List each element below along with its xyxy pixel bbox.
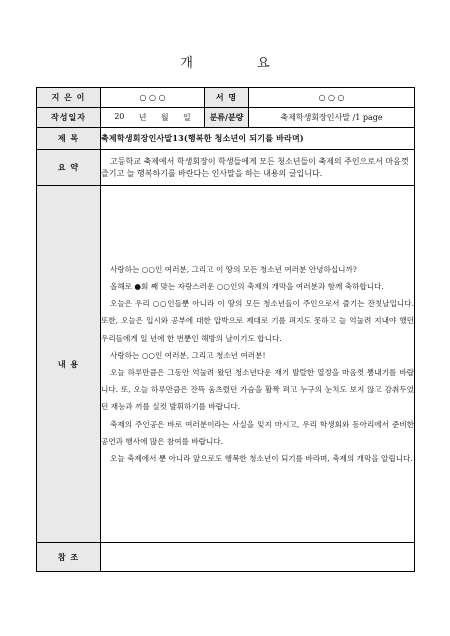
category-label: 분류/분량 [205, 108, 249, 128]
date-year: 20 [114, 112, 125, 121]
summary-label: 요 약 [37, 150, 101, 186]
author-value: ○ ○ ○ [101, 88, 205, 108]
content-paragraph: 오늘 하루만큼은 그동안 억눌려 왔던 청소년다운 재기 발랄한 열정을 마음껏 뽐내기를 바랍니다. 또, 오늘 하루만큼은 잔뜩 움츠렸던 가슴을 활짝 펴고 누구의 눈치도 보지 않고 감춰두었던 재능과 끼를 실컷 발휘하기를 바랍니다. [101, 368, 414, 412]
content-paragraph: 축제의 주인공은 바로 여러분이라는 사실을 잊지 마시고, 우리 학생회와 동아리에서 준비한 공연과 행사에 많은 참여를 바랍니다. [101, 419, 414, 446]
content-body [101, 186, 415, 543]
document-title: 개 요 [180, 56, 300, 71]
content-paragraph: 사랑하는 ○○인 여러분, 그리고 이 땅의 모든 청소년 여러분 안녕하십니까? [110, 264, 357, 274]
content-label: 내 용 [37, 186, 101, 543]
content-paragraph: 사랑하는 ○○인 여러분, 그리고 청소년 여러분! [110, 350, 266, 360]
content-paragraph: 올해로 ●회 째 맞는 자랑스러운 ○○인의 축제의 개막을 여러분과 함께 축하합니다. [110, 281, 384, 291]
date-month-unit: 월 [160, 113, 169, 122]
reference-label: 참 조 [37, 543, 101, 572]
signature-value: ○ ○ ○ [249, 88, 415, 108]
content-paragraph: 오늘은 우리 ○○인들뿐 아니라 이 땅의 모든 청소년들이 주인으로서 즐기는 잔칫날입니다. 또한, 오늘은 입시와 공부에 대한 압박으로 제대로 기를 펴지도 못하고 늘 억눌려 지내야 했던 우리들에게 일 년에 한 번뿐인 해방의 날이기도 합니다. [101, 299, 414, 343]
signature-label: 서 명 [205, 88, 249, 108]
subject-label: 제 목 [37, 128, 101, 150]
summary-value: 고등학교 축제에서 학생회장이 학생들에게 모든 청소년들이 축제의 주인으로서 마음껏 즐기고 늘 행복하기를 바란다는 인사말을 하는 내용의 글입니다. [101, 150, 415, 186]
category-value: 축제학생회장인사말 /1 page [249, 108, 415, 128]
date-year-unit: 년 [138, 113, 147, 122]
date-value [101, 108, 205, 128]
date-day-unit: 일 [183, 113, 191, 122]
author-label: 지 은 이 [37, 88, 101, 108]
overview-form [36, 87, 415, 572]
reference-value [101, 543, 415, 572]
content-paragraph: 오늘 축제에서 뿐 아니라 앞으로도 행복한 청소년이 되기를 바라며, 축제의 개막을 알립니다. [110, 454, 413, 464]
date-label: 작성일자 [37, 108, 101, 128]
subject-value: 축제학생회장인사말13(행복한 청소년이 되기를 바라며) [101, 128, 415, 150]
